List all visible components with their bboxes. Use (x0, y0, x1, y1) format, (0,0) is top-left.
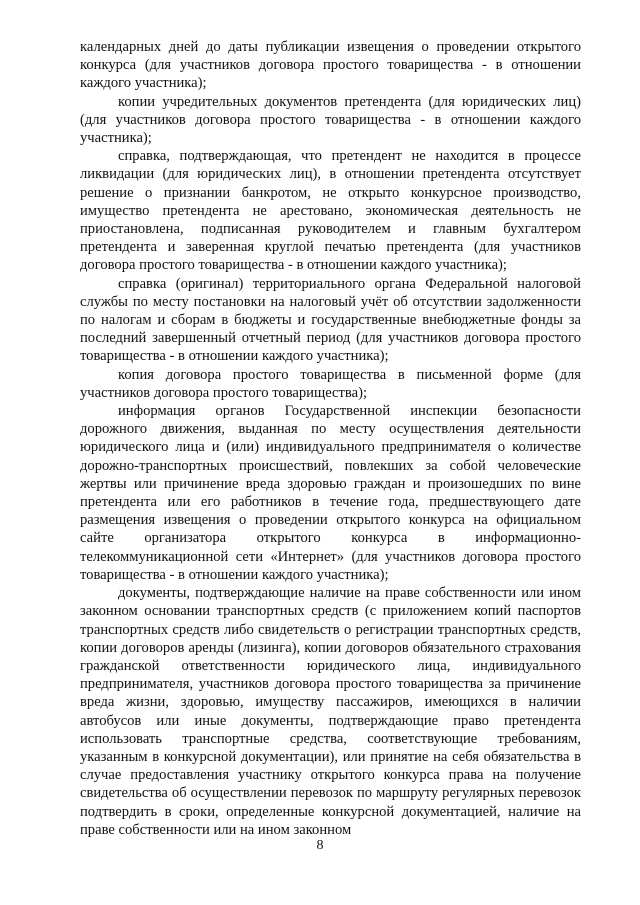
paragraph-partnership-agreement: копия договора простого товарищества в письменной форме (для участников договора простого товарищества); (80, 366, 581, 401)
paragraph-liquidation-certificate: справка, подтверждающая, что претендент не находится в процессе ликвидации (для юридических лиц), в отношении претендента отсутствует решение о признании банкротом, не открыто конкурсное производство, имущество претендента не арестовано, экономическая деятельность не приостановлена, подписанная руководителем и главным бухгалтером претендента и заверенная круглой печатью претендента (для участников договора простого товарищества - в отношении каждого участника); (80, 148, 581, 274)
page-number: 8 (316, 838, 324, 853)
paragraph-tax-certificate: справка (оригинал) территориального органа Федеральной налоговой службы по месту постановки на налоговый учёт об отсутствии задолженности по налогам и сборам в бюджеты и государственные внебюджетные фонды за последний завершенный отчетный период (для участников договора простого товарищества - в отношении каждого участника); (80, 275, 581, 365)
document-body (80, 38, 581, 839)
paragraph-deadline-continuation: календарных дней до даты публикации извещения о проведении открытого конкурса (для участников договора простого товарищества - в отношении каждого участника); (80, 39, 581, 92)
paragraph-traffic-safety-info: информация органов Государственной инспекции безопасности дорожного движения, выданная по месту осуществления деятельности юридического лица и (или) индивидуального предпринимателя о количестве дорожно-транспортных происшествий, повлекших за собой человеческие жертвы или причинение вреда здоровью граждан и произошедших по вине претендента или его работников в течение года, предшествующего дате размещения извещения о проведении открытого конкурса на официальном сайте организатора открытого конкурса в информационно-телекоммуникационной сети «Интернет» (для участников договора простого товарищества - в отношении каждого участника); (80, 403, 581, 583)
paragraph-founding-documents: копии учредительных документов претендента (для юридических лиц) (для участников договора простого товарищества - в отношении каждого участника); (80, 93, 581, 147)
paragraph-vehicle-ownership-documents: документы, подтверждающие наличие на праве собственности или ином законном основании транспортных средств (с приложением копий паспортов транспортных средств либо свидетельств о регистрации транспортных средств, копии договоров аренды (лизинга), копии договоров обязательного страхования гражданской ответственности юридического лица, индивидуального предпринимателя, участников договора простого товарищества за причинение вреда жизни, здоровью, имуществу пассажиров, имеющихся в наличии автобусов или иные документы, подтверждающие право претендента использовать транспортные средства, соответствующие требованиям, указанным в конкурсной документации), или принятие на себя обязательства в случае предоставления участнику открытого конкурса права на получение свидетельства об осуществлении перевозок по маршруту регулярных перевозок подтвердить в сроки, определенные конкурсной документацией, наличие на праве собственности или на ином законном (80, 585, 581, 838)
